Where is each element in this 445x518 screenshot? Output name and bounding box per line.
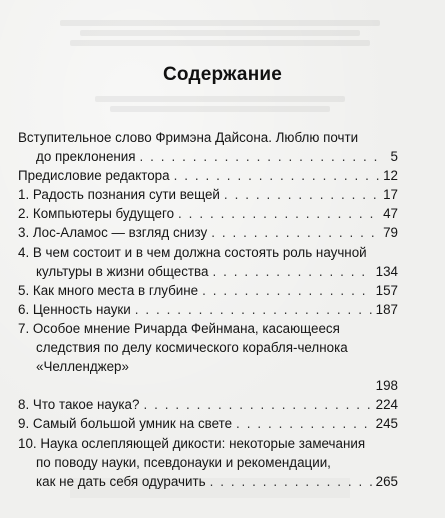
toc-entry[interactable] bbox=[18, 414, 398, 433]
dot-leader bbox=[210, 472, 372, 491]
dot-leader bbox=[236, 414, 372, 433]
toc-entry-leader-row bbox=[18, 472, 398, 491]
table-of-contents bbox=[18, 128, 398, 491]
toc-entry-page-number: 5 bbox=[390, 149, 398, 165]
toc-entry-page-number: 17 bbox=[383, 187, 398, 203]
dot-leader bbox=[174, 166, 380, 185]
toc-entry-title: культуры в жизни общества bbox=[36, 263, 209, 279]
toc-entry-leader-row bbox=[18, 223, 398, 242]
dot-leader bbox=[211, 223, 379, 242]
dot-leader bbox=[135, 300, 372, 319]
toc-entry-title: Предисловие редактора bbox=[18, 168, 170, 184]
toc-entry-title: 3. Лос-Аламос — взгляд снизу bbox=[18, 225, 208, 241]
toc-entry-page-number: 157 bbox=[375, 282, 398, 298]
toc-entry-leader-row bbox=[18, 262, 398, 281]
toc-entry-title: 6. Ценность науки bbox=[18, 301, 131, 317]
toc-entry-page-number: 224 bbox=[375, 397, 398, 413]
toc-entry-leader-row bbox=[18, 204, 398, 223]
toc-entry[interactable] bbox=[18, 434, 398, 491]
toc-entry-text-line: 7. Особое мнение Ричарда Фейнмана, касающееся bbox=[18, 320, 340, 336]
toc-entry[interactable] bbox=[18, 223, 398, 242]
toc-entry-page-number: 265 bbox=[375, 473, 398, 489]
toc-entry-leader-row bbox=[18, 166, 398, 185]
toc-entry-page-number: 187 bbox=[375, 301, 398, 317]
show-through-text bbox=[80, 30, 360, 36]
toc-entry[interactable] bbox=[18, 319, 398, 395]
toc-entry-page-number: 198 bbox=[375, 378, 398, 394]
toc-entry-leader-row bbox=[18, 281, 398, 300]
toc-entry-title: как не дать себя одурачить bbox=[36, 473, 206, 489]
toc-entry[interactable] bbox=[18, 395, 398, 414]
toc-entry-title: 1. Радость познания сути вещей bbox=[18, 187, 220, 203]
toc-entry-text-line: следствия по делу космического корабля-челнока bbox=[36, 340, 348, 356]
toc-entry-title: 8. Что такое наука? bbox=[18, 397, 140, 413]
toc-entry-leader-row bbox=[18, 414, 398, 433]
show-through-text bbox=[95, 96, 345, 102]
toc-entry[interactable] bbox=[18, 128, 398, 166]
toc-entry-title: 9. Самый большой умник на свете bbox=[18, 416, 233, 432]
toc-entry-text-line: 10. Наука ослепляющей дикости: некоторые замечания bbox=[18, 435, 366, 451]
toc-entry-leader-row bbox=[18, 300, 398, 319]
show-through-text bbox=[60, 20, 380, 26]
toc-entry-page-number: 47 bbox=[383, 206, 398, 222]
toc-entry-title: до преклонения bbox=[36, 149, 136, 165]
dot-leader bbox=[143, 395, 371, 414]
toc-entry-leader-row bbox=[18, 185, 398, 204]
dot-leader bbox=[202, 281, 372, 300]
toc-entry-title: 2. Компьютеры будущего bbox=[18, 206, 175, 222]
toc-entry[interactable] bbox=[18, 243, 398, 281]
toc-entry-page-number: 12 bbox=[383, 168, 398, 184]
toc-entry-page-number: 245 bbox=[375, 416, 398, 432]
toc-entry[interactable] bbox=[18, 300, 398, 319]
toc-entry-leader-row bbox=[18, 395, 398, 414]
toc-entry[interactable] bbox=[18, 166, 398, 185]
show-through-text bbox=[70, 40, 370, 46]
toc-entry-title: 5. Как много места в глубине bbox=[18, 282, 199, 298]
toc-entry-page-number: 79 bbox=[383, 225, 398, 241]
toc-entry[interactable] bbox=[18, 281, 398, 300]
dot-leader bbox=[140, 147, 380, 166]
toc-entry[interactable] bbox=[18, 204, 398, 223]
toc-entry[interactable] bbox=[18, 185, 398, 204]
dot-leader bbox=[178, 204, 379, 223]
toc-entry-leader-row bbox=[18, 376, 398, 395]
dot-leader bbox=[212, 262, 371, 281]
toc-entry-text-line: 4. В чем состоит и в чем должна состоять роль научной bbox=[18, 244, 367, 260]
toc-entry-leader-row bbox=[18, 147, 398, 166]
show-through-text bbox=[110, 106, 330, 112]
toc-entry-text-line: Вступительное слово Фримэна Дайсона. Люблю почти bbox=[18, 130, 359, 145]
toc-entry-text-line: «Челленджер» bbox=[36, 359, 129, 375]
toc-entry-page-number: 134 bbox=[375, 263, 398, 279]
toc-entry-text-line: по поводу науки, псевдонауки и рекомендации, bbox=[36, 454, 331, 470]
page-title: Содержание bbox=[162, 64, 283, 85]
dot-leader bbox=[224, 185, 379, 204]
